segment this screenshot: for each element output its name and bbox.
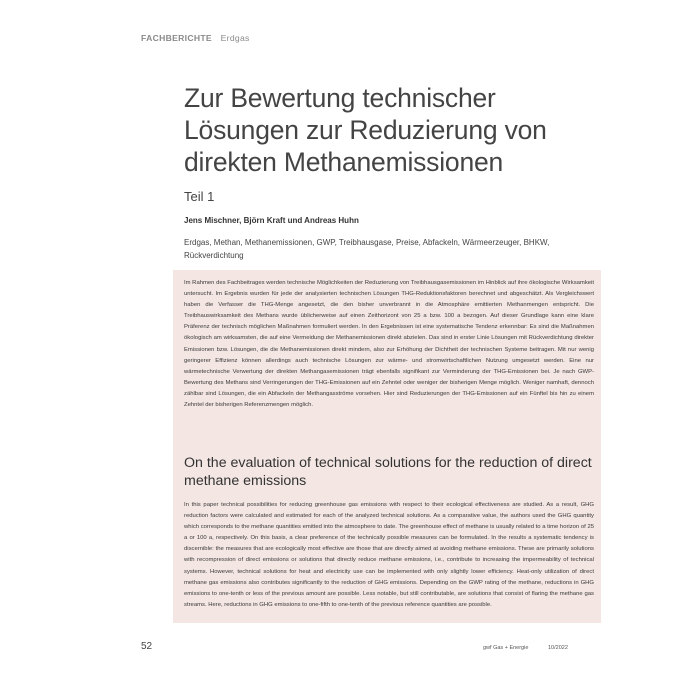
english-title: On the evaluation of technical solutions for the reduction of direct methane emissions [184, 455, 592, 489]
section-label: FACHBERICHTE [141, 33, 212, 43]
running-header [141, 33, 250, 43]
journal-name: gwf Gas + Energie [483, 645, 529, 651]
abstract-english: In this paper technical possibilities for reducing greenhouse gas emissions with respect to their ecological effectiveness are studied. As a result, GHG reduction factors were calculated and estimated for each of the analyzed technical solutions. As a comparative value, the authors used the GHG quantity which corresponds to the methane quantities emitted into the atmosphere to date. The greenhouse effect of methane is usually related to a time horizon of 25 a or 100 a, respectively. On this basis, a clear preference of the technically possible measures can be formulated. In the results a systematic tendency is discernible: the measures that are ecologically most effective are those that are directly aimed at avoiding methane emissions. These are primarily solutions with recompression of direct emissions or solutions that directly reduce methane emissions, i.e., contribute to increasing the impermeability of technical systems. However, technical solutions for heat and electricity use can be implemented with only slightly lower efficiency. Heat-only utilization of direct methane gas emissions also contributes significantly to the reduction of GHG emissions. Depending on the GWP rating of the methane, reductions in GHG emissions to one-tenth or less of the previous amount are possible. Less notable, but still contributable, are solutions that consist of flaring the methane gas streams. Here, reductions in GHG emissions to one-fifth to one-tenth of the previous reference quantities are possible. [184, 502, 594, 608]
topic-label: Erdgas [220, 33, 250, 43]
issue-number: 10/2022 [548, 645, 568, 651]
page-number: 52 [141, 641, 153, 652]
abstract-german: Im Rahmen des Fachbeitrages werden technische Möglichkeiten der Reduzierung von Treibhausgasemissionen im Hinblick auf ihre ökologische Wirksamkeit untersucht. Im Ergebnis wurden für jede der analysierten technischen Lösungen THG-Reduktionsfaktoren berechnet und abgeschätzt. Als Vergleichswert haben die Verfasser die THG-Menge angesetzt, die den bisher unverbrannt in die Atmosphäre emittierten Methanmengen entspricht. Die Treibhauswirksamkeit des Methans wurde üblicherweise auf einen Zeithorizont von 25 a bzw. 100 a bezogen. Auf dieser Grundlage kann eine klare Präferenz der technisch möglichen Maßnahmen formuliert werden. In den Ergebnissen ist eine systematische Tendenz erkennbar: Es sind die Maßnahmen ökologisch am wirksamsten, die auf eine Vermeidung der Methanemissionen direkt abzielen. Das sind in erster Linie Lösungen mit Rückverdichtung direkter Emissionen bzw. Lösungen, die die Methanemissionen direkt mindern, also zur Erhöhung der Dichtheit der technischen Systeme beitragen. Mit nur wenig geringerer Effizienz können allerdings auch technische Lösungen zur wärme- und stromwirtschaftlichen Nutzung umgesetzt werden. Eine nur wärmetechnische Verwertung der direkten Methangasemissionen trägt ebenfalls signifikant zur Verminderung der THG-Emissionen bei. Je nach GWP-Bewertung des Methans sind Verringerungen der THG-Emissionen auf ein Zehntel oder weniger der bisherigen Menge möglich. Weniger namhaft, dennoch zählbar sind Lösungen, die ein Abfackeln der Methangasströme vorsehen. Hier sind Reduzierungen der THG-Emissionen auf ein Fünftel bis hin zu einem Zehntel der bisherigen Referenzmengen möglich. [184, 280, 594, 409]
article-authors: Jens Mischner, Björn Kraft und Andreas Huhn [184, 216, 359, 225]
article-keywords: Erdgas, Methan, Methanemissionen, GWP, Treibhausgase, Preise, Abfackeln, Wärmeerzeuger, BHKW, Rückverdichtung [184, 238, 550, 260]
article-part: Teil 1 [184, 189, 215, 204]
article-title: Zur Bewertung technischer Lösungen zur Reduzierung von direkten Methanemissionen [184, 83, 547, 177]
